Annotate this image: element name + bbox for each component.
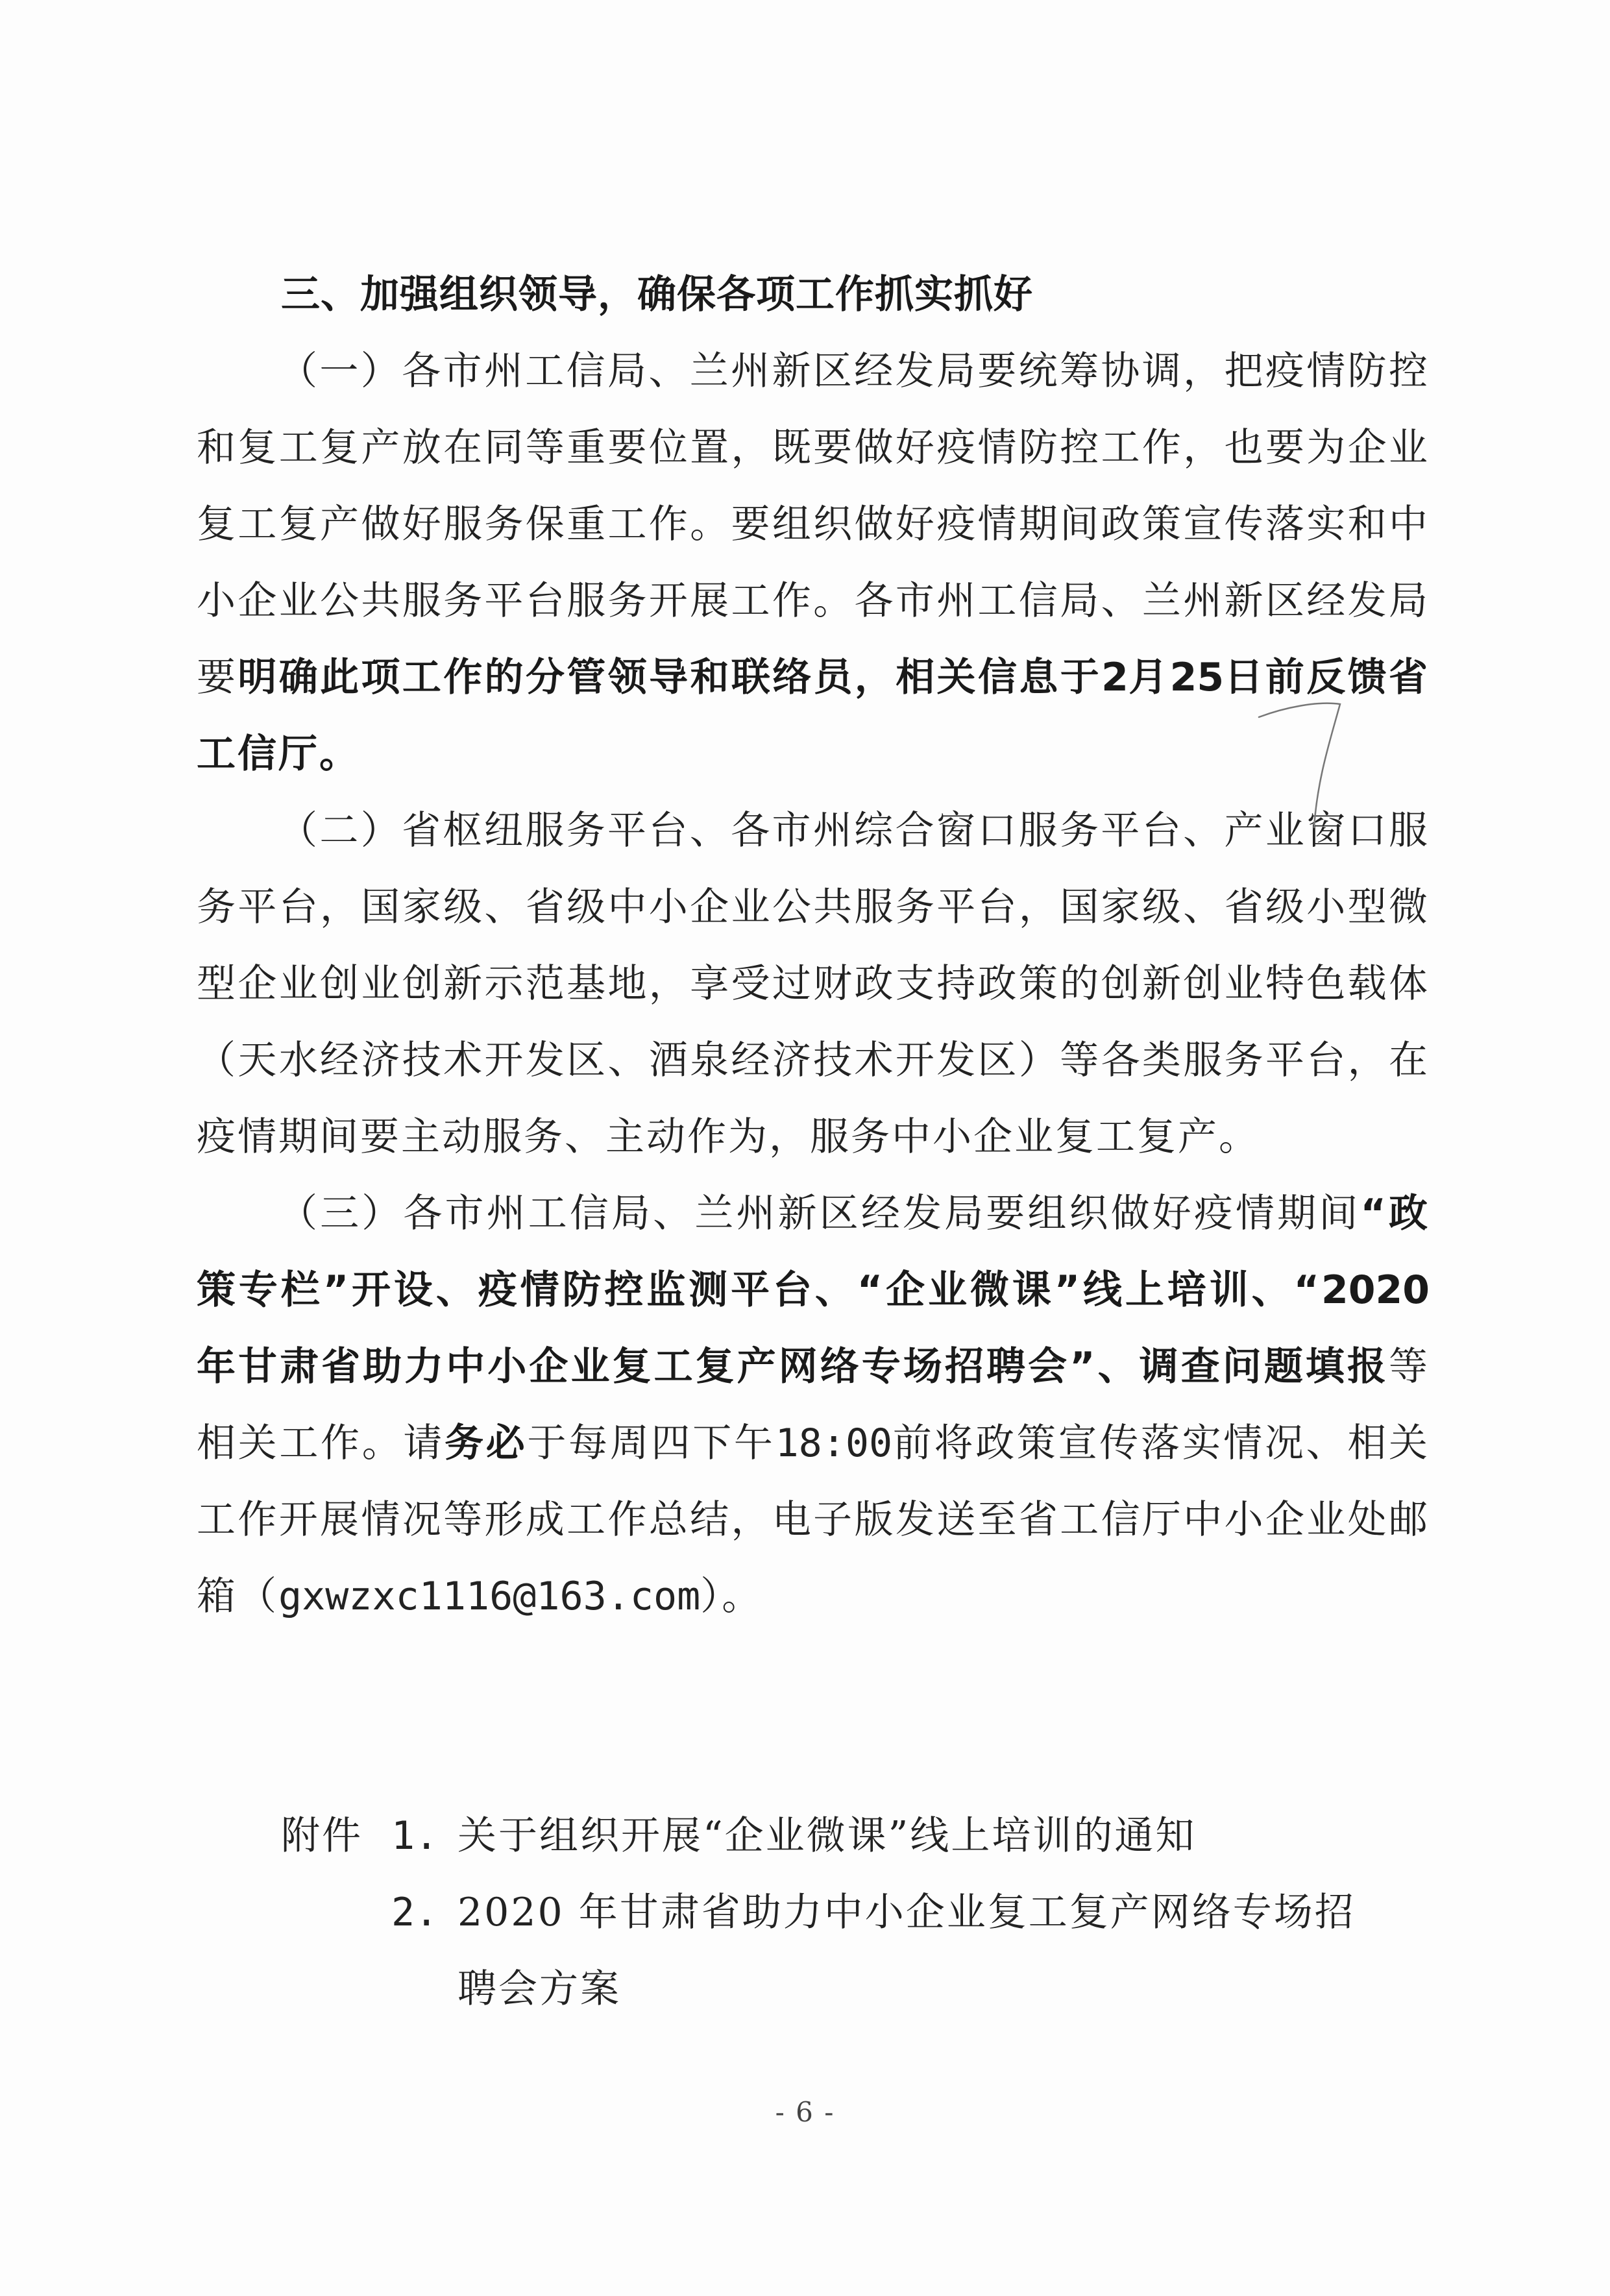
paragraph-2: （二）省枢纽服务平台、各市州综合窗口服务平台、产业窗口服务平台，国家级、省级中小企业公共服务平台，国家级、省级小型微型企业创业创新示范基地，享受过财政支持政策的创新创业特色载体（天水经济技术开发区、酒泉经济技术开发区）等各类服务平台，在疫情期间要主动服务、主动作为，服务中小企业复工复产。 [197,808,1430,1160]
attachment-number: 1. [391,1813,439,1859]
handwritten-check-mark [1252,688,1350,837]
paragraph-1-bold-month-label: 月 [1128,655,1170,700]
section-heading: 三、加强组织领导，确保各项工作抓实抓好 [281,272,1033,317]
email-address: gxwzxc1116@163.com [278,1574,701,1619]
paragraph-3-bold: “政策专栏”开设、疫情防控监测平台、“企业微课”线上培训、“ [197,1191,1430,1313]
paragraph-3-bold-3: 务必 [445,1421,528,1466]
paragraph-3-text-4: 前将政策宣传落实情况、相关工作开展情况等形成工作总结，电子版发送至省工信厅中小企业处邮箱（ [197,1421,1430,1619]
page-number: - 6 - [775,2096,835,2128]
paragraph-1-month: 2 [1101,655,1128,700]
paragraph-3-time: 18:00 [775,1421,893,1466]
attachment-title: 关于组织开展“企业微课”线上培训的通知 [457,1813,1197,1859]
attachment-title: 2020 年甘肃省助力中小企业复工复产网络专场招 [457,1890,1356,1935]
attachments-label: 附件 [281,1813,363,1859]
paragraph-3-text-5: ）。 [700,1574,763,1619]
paragraph-1-day: 25 [1169,655,1225,700]
attachment-item-continuation [197,1951,1430,2027]
attachment-item [197,1798,1430,1874]
paragraph-3-text-3: 于每周四下午 [527,1421,775,1466]
paragraph-3-text: （三）各市州工信局、兰州新区经发局要组织做好疫情期间 [278,1191,1361,1236]
paragraph-1 [197,333,1430,792]
paragraph-3-bold-2: 年甘肃省助力中小企业复工复产网络专场招聘会”、调查问题填报 [197,1344,1389,1389]
paragraph-1-text: （一）各市州工信局、兰州新区经发局要统筹协调，把疫情防控和复工复产放在同等重要位置，既要做好疫情防控工作，也要为企业复工复产做好服务保重工作。要组织做好疫情期间政策宣传落实和中小企业公共服务平台服务开展工作。各市州工信局、兰州新区经发局要 [197,348,1430,700]
paragraph-1-bold: 明确此项工作的分管领导和联络员，相关信息于 [238,655,1102,700]
document-body [197,256,1430,1635]
paragraph-3 [197,1175,1430,1635]
attachments-list [197,1798,1430,2027]
paragraph-3-text-2: 等相关工作。请 [197,1344,1430,1466]
paragraph-1-bold-tail: 日前反馈省工信厅。 [197,655,1430,777]
paragraph-3-year: 2020 [1321,1267,1430,1313]
attachment-title-continued: 聘会方案 [457,1966,621,2012]
attachment-item [197,1874,1430,1951]
attachment-number: 2. [391,1890,439,1935]
